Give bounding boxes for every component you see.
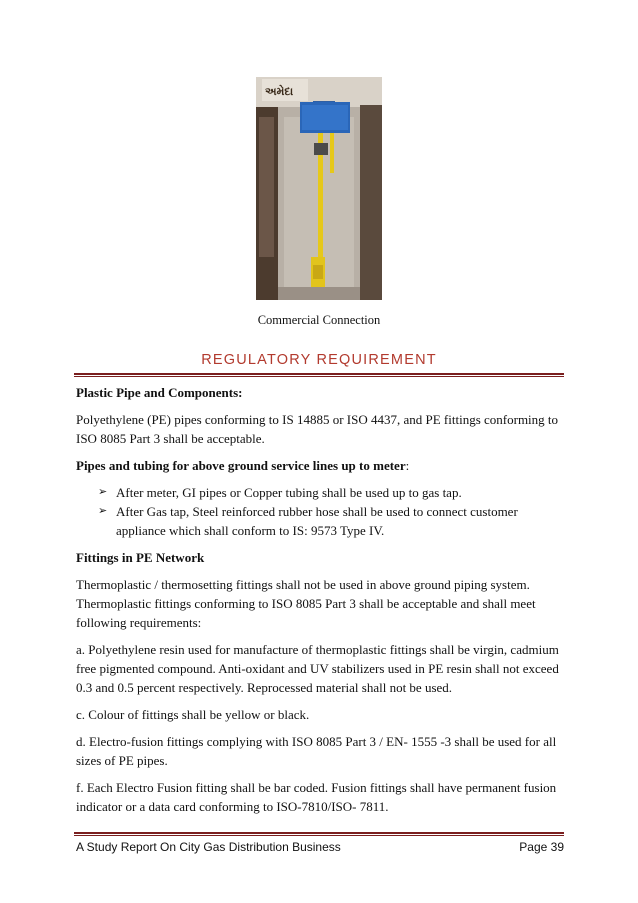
item-c-text: c. Colour of fittings shall be yellow or black. [76, 707, 310, 722]
pipes-tubing-title-line [76, 456, 564, 475]
footer-title: A Study Report On City Gas Distribution Business [76, 840, 341, 854]
footer-rule [74, 832, 564, 834]
page-number: Page 39 [519, 840, 564, 854]
item-d-text: d. Electro-fusion fittings complying with ISO 8085 Part 3 / EN- 1555 -3 shall be used for all sizes of PE pipes. [76, 734, 557, 768]
item-a-text: a. Polyethylene resin used for manufacture of thermoplastic fittings shall be virgin, cadmium free pigmented compound. Anti-oxidant and UV stabilizers used in PE resin shall not exceed 0.3 and 0.5 percent respectively. Reprocessed material shall not be used. [76, 642, 559, 695]
arrow-bullet-icon: ➢ [98, 505, 108, 517]
item-f-text: f. Each Electro Fusion fitting shall be bar coded. Fusion fittings shall have permanent fusion indicator or a data card conforming to ISO-7810/ISO- 7811. [76, 780, 557, 814]
fittings-text: Thermoplastic / thermosetting fittings shall not be used in above ground piping system. Thermoplastic fittings conforming to ISO 8085 Part 3 shall be acceptable and shall meet following requirements: [76, 577, 536, 630]
list-item [98, 483, 564, 502]
pipes-bullet-list [76, 483, 564, 540]
section-heading: REGULATORY REQUIREMENT [201, 352, 437, 368]
list-item [98, 502, 564, 540]
heading-rule-thin [74, 376, 564, 377]
bullet-text: After meter, GI pipes or Copper tubing shall be used up to gas tap. [116, 485, 462, 500]
body-content [76, 383, 564, 824]
fittings-title: Fittings in PE Network [76, 550, 205, 565]
shop-sign-text: અમેદા [265, 85, 294, 98]
pipes-tubing-title: Pipes and tubing for above ground service lines up to meter [76, 458, 406, 473]
page-footer [76, 840, 564, 854]
commercial-connection-photo [256, 77, 382, 300]
figure-caption: Commercial Connection [257, 313, 381, 327]
bullet-text: After Gas tap, Steel reinforced rubber hose shall be used to connect customer appliance which shall conform to IS: 9573 Type IV. [116, 504, 518, 538]
plastic-pipe-text: Polyethylene (PE) pipes conforming to IS 14885 or ISO 4437, and PE fittings conforming to ISO 8085 Part 3 shall be acceptable. [76, 412, 559, 446]
arrow-bullet-icon: ➢ [98, 486, 108, 498]
pipes-tubing-title-colon: : [405, 458, 410, 473]
heading-rule [74, 373, 564, 375]
footer-rule-thin [74, 835, 564, 836]
plastic-pipe-title: Plastic Pipe and Components: [76, 385, 243, 400]
